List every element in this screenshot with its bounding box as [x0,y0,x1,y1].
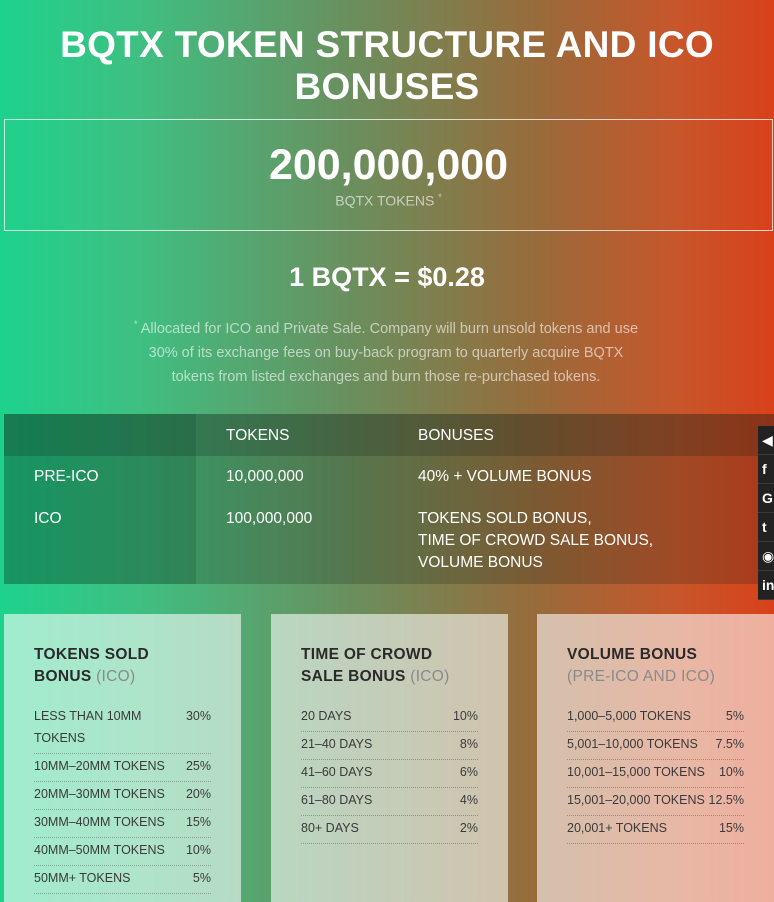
bonus-list [34,705,211,894]
card-title [301,644,478,688]
card-title-text: VOLUME BONUS [567,646,698,663]
total-supply-box [4,119,773,231]
bonus-row [301,733,478,760]
telegram-icon[interactable]: ◀ [758,426,774,455]
bonus-label: 21–40 DAYS [301,737,373,751]
facebook-icon[interactable]: f [758,455,774,484]
bonus-row [34,755,211,782]
allocation-note [130,312,642,389]
bonus-list [567,705,744,844]
card-title [34,644,211,688]
tokens-sold-bonus-card [4,614,241,902]
bonus-value: 5% [725,709,744,723]
bonus-value: 10% [452,709,478,723]
card-subtitle: (ICO) [96,668,136,685]
bonus-label: 10MM–20MM TOKENS [34,759,165,773]
twitter-icon[interactable]: t [758,513,774,542]
bonus-value: 5% [192,871,211,885]
google-icon[interactable]: G [758,484,774,513]
card-subtitle: (PRE-ICO AND ICO) [567,668,716,685]
bonus-label: LESS THAN 10MM TOKENS [34,709,142,745]
bonus-label: 5,001–10,000 TOKENS [567,737,698,751]
total-supply-label [5,192,772,209]
bonus-value: 10% [185,843,211,857]
bonus-value: 8% [459,737,478,751]
table-header-bonuses: BONUSES [418,427,494,444]
bonus-value: 15% [718,821,744,835]
supply-footnote-mark: * [438,192,442,202]
table-row-ico-bonus-3: VOLUME BONUS [418,554,543,571]
table-row-ico-tokens: 100,000,000 [226,510,313,527]
bonus-row [34,783,211,810]
note-footnote-mark: * [133,319,138,329]
bonus-label: 41–60 DAYS [301,765,373,779]
bonus-row [34,705,211,754]
bonus-value: 4% [459,793,478,807]
bonus-row [567,817,744,844]
bonus-value: 10% [718,765,744,779]
bonus-label: 40MM–50MM TOKENS [34,843,165,857]
table-row-preico-stage: PRE-ICO [34,468,99,485]
bonus-row [567,733,744,760]
card-title [567,644,744,688]
reddit-icon[interactable]: ◉ [758,542,774,571]
bonus-row [34,867,211,894]
table-row-ico-bonus-1: TOKENS SOLD BONUS, [418,510,592,527]
table-header-tokens: TOKENS [226,427,290,444]
bonus-row [567,789,744,816]
token-price: 1 BQTX = $0.28 [289,262,485,292]
bonus-row [34,811,211,838]
crowd-sale-time-bonus-card [271,614,508,902]
note-text: Allocated for ICO and Private Sale. Company will burn unsold tokens and use 30% of its exchange fees on buy-back program to quarterly acquire BQTX tokens from listed exchanges and burn those re-purchased tokens. [140,320,639,385]
bonus-value: 7.5% [715,737,744,751]
bonus-list [301,705,478,844]
bonus-row [301,705,478,732]
card-subtitle: (ICO) [410,668,450,685]
bonus-label: 30MM–40MM TOKENS [34,815,165,829]
table-row-ico-stage: ICO [34,510,62,527]
bonus-row [301,817,478,844]
bonus-value: 15% [185,815,211,829]
bonus-label: 80+ DAYS [301,821,359,835]
bonus-label: 15,001–20,000 TOKENS [567,793,705,807]
bonus-row [567,705,744,732]
bonus-row [34,839,211,866]
bonus-label: 20,001+ TOKENS [567,821,667,835]
page-title: BQTX TOKEN STRUCTURE AND ICO BONUSES [60,24,714,107]
bonus-label: 20 DAYS [301,709,352,723]
supply-label-text: BQTX TOKENS [335,192,435,209]
bonus-row [301,789,478,816]
bonus-value: 6% [459,765,478,779]
social-share-bar [758,426,774,600]
bonus-row [301,761,478,788]
table-row-ico-bonus-2: TIME OF CROWD SALE BONUS, [418,532,654,549]
bonus-value: 30% [185,709,211,723]
linkedin-icon[interactable]: in [758,571,774,600]
card-title-text: TOKENS SOLD BONUS [34,646,149,685]
bonus-row [567,761,744,788]
card-title-text: TIME OF CROWD SALE BONUS [301,646,433,685]
bonus-label: 61–80 DAYS [301,793,373,807]
bonus-value: 20% [185,787,211,801]
bonus-label: 20MM–30MM TOKENS [34,787,165,801]
bonus-value: 2% [459,821,478,835]
volume-bonus-card [537,614,774,902]
bonus-value: 12.5% [708,793,744,807]
bonus-label: 10,001–15,000 TOKENS [567,765,705,779]
total-supply-amount: 200,000,000 [268,141,509,189]
table-row-preico-tokens: 10,000,000 [226,468,304,485]
table-row-preico-bonus: 40% + VOLUME BONUS [418,468,592,485]
table-stage-column [4,414,196,584]
token-structure-table [4,414,774,584]
bonus-value: 25% [185,759,211,773]
bonus-label: 1,000–5,000 TOKENS [567,709,691,723]
bonus-label: 50MM+ TOKENS [34,871,131,885]
